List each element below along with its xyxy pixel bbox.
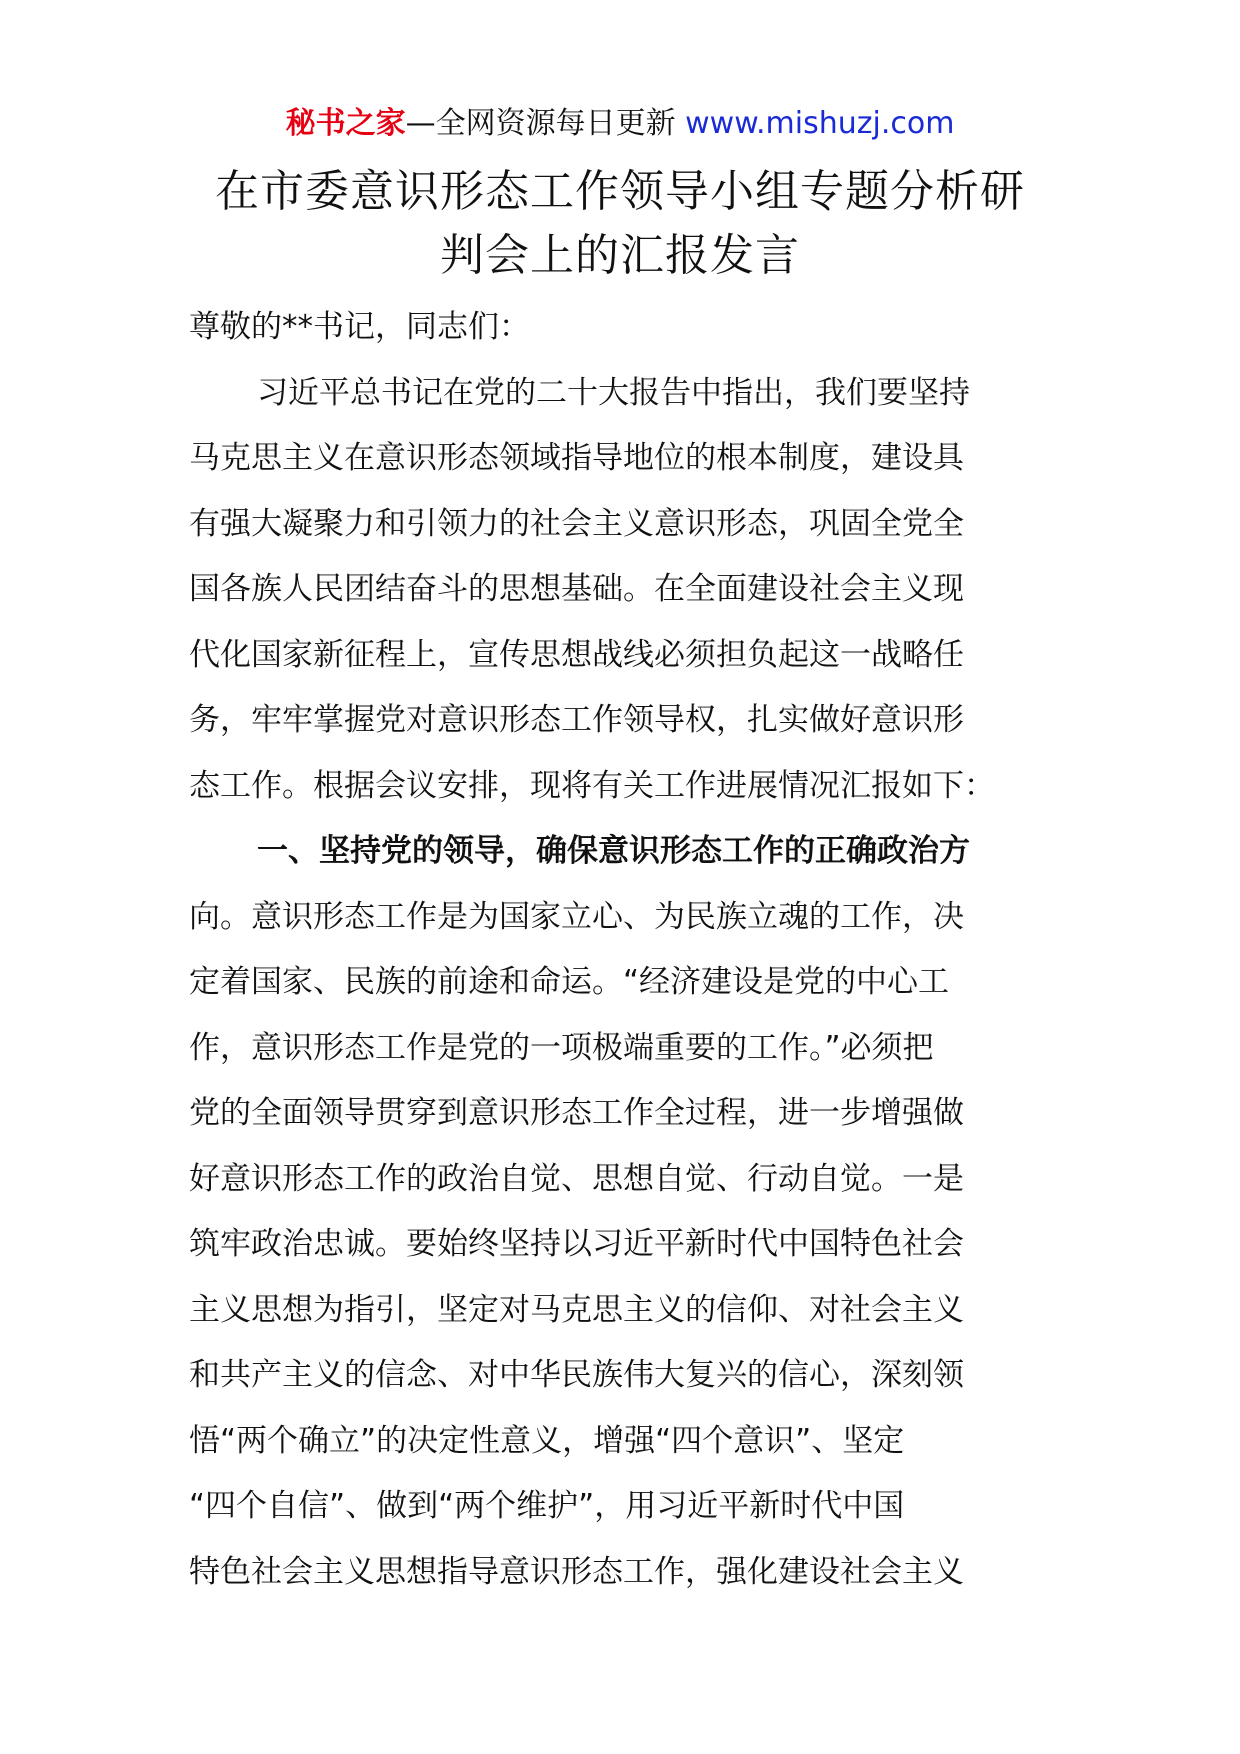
salutation: 尊敬的**书记，同志们： [189, 309, 530, 345]
paragraph-line: 悟“两个确立”的决定性意义，增强“四个意识”、坚定 [189, 1422, 905, 1459]
header-slogan: —全网资源每日更新 [405, 106, 686, 141]
paragraph-line: 主义思想为指引，坚定对马克思主义的信仰、对社会主义 [189, 1291, 964, 1328]
paragraph-line: 国各族人民团结奋斗的思想基础。在全面建设社会主义现 [189, 571, 964, 607]
paragraph-line: 务，牢牢掌握党对意识形态工作领导权，扎实做好意识形 [189, 702, 964, 738]
paragraph-line: 向。意识形态工作是为国家立心、为民族立魂的工作，决 [189, 898, 964, 935]
paragraph-line: 态工作。根据会议安排，现将有关工作进展情况汇报如下： [189, 767, 995, 804]
brand-name: 秘书之家 [285, 106, 406, 141]
paragraph-line: 有强大凝聚力和引领力的社会主义意识形态，巩固全党全 [189, 505, 964, 542]
paragraph-line: 定着国家、民族的前途和命运。“经济建设是党的中心工 [189, 964, 950, 1000]
paragraph-line: 习近平总书记在党的二十大报告中指出，我们要坚持 [257, 374, 970, 411]
title-line-1: 在市委意识形态工作领导小组专题分析研 [215, 166, 1025, 217]
paragraph-line: 代化国家新征程上，宣传思想战线必须担负起这一战略任 [189, 636, 964, 673]
paragraph-line: 特色社会主义思想指导意识形态工作，强化建设社会主义 [189, 1553, 964, 1590]
paragraph-line: 马克思主义在意识形态领域指导地位的根本制度，建设具 [189, 440, 964, 476]
paragraph-line: “四个自信”、做到“两个维护”，用习近平新时代中国 [189, 1488, 905, 1524]
paragraph-line: 筑牢政治忠诚。要始终坚持以习近平新时代中国特色社会 [189, 1226, 964, 1262]
paragraph-line: 和共产主义的信念、对中华民族伟大复兴的信心，深刻领 [189, 1357, 964, 1393]
document-body [189, 295, 1059, 1605]
title-line-2: 判会上的汇报发言 [440, 230, 800, 281]
site-header [0, 102, 1240, 146]
paragraph-line: 好意识形态工作的政治自觉、思想自觉、行动自觉。一是 [189, 1160, 964, 1197]
site-url-link[interactable]: www.mishuzj.com [685, 106, 955, 141]
document-title [170, 160, 1070, 288]
section-heading-1: 一、坚持党的领导，确保意识形态工作的正确政治方 [257, 833, 970, 869]
paragraph-line: 党的全面领导贯穿到意识形态工作全过程，进一步增强做 [189, 1095, 964, 1131]
paragraph-line: 作，意识形态工作是党的一项极端重要的工作。”必须把 [189, 1029, 934, 1066]
